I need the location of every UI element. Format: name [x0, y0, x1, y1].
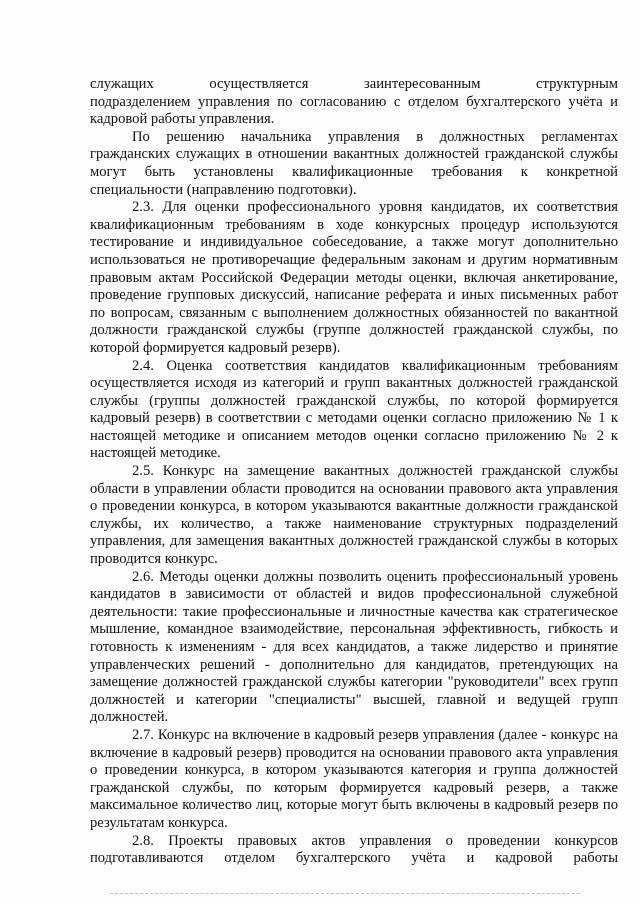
paragraph-2-5: 2.5. Конкурс на замещение вакантных должностей гражданской службы области в управлении области проводится на основании правового акта управления о проведении конкурса, в котором указываются вакантные должности гражданской службы, их количество, а также наименование структурных подразделений управления, для замещения вакантных должностей гражданской службы в которых проводится конкурс. — [90, 463, 618, 568]
paragraph-2-6: 2.6. Методы оценки должны позволить оценить профессиональный уровень кандидатов в зависимости от областей и видов профессиональной служебной деятельности: такие профессиональные и личностные качества как стратегическое мышление, командное взаимодействие, персональная эффективность, гибкость и готовность к изменениям - для всех кандидатов, а также лидерство и принятие управленческих решений - дополнительно для кандидатов, претендующих на замещение должностей гражданской службы категории "руководители" всех групп должностей и категории "специалисты" высшей, главной и ведущей групп должностей. — [90, 568, 618, 726]
paragraph-2-8 — [90, 833, 618, 868]
page-bottom-rule — [110, 893, 580, 894]
paragraph-2-3: 2.3. Для оценки профессионального уровня кандидатов, их соответствия квалификационным требованиям в ходе конкурсных процедур используются тестирование и индивидуальное собеседование, а также могут дополнительно использоваться не противоречащие федеральным законам и другим нормативным правовым актам Российской Федерации методы оценки, включая анкетирование, проведение групповых дискуссий, написание реферата и иных письменных работ по вопросам, связанным с выполнением должностных обязанностей по вакантной должности гражданской службы (группе должностей гражданской службы, по которой формируется кадровый резерв). — [90, 199, 618, 356]
paragraph-2-8-first-line: 2.8. Проекты правовых актов управления о проведении конкурсов — [132, 832, 618, 849]
paragraph-continuation-text: подразделением управления по согласованию с отделом бухгалтерского учёта и кадровой работы управления. — [90, 93, 618, 128]
paragraph-continuation — [90, 76, 618, 129]
paragraph-2-8-last-line: подготавливаются отделом бухгалтерского учёта и кадровой работы — [90, 850, 618, 867]
paragraph-continuation-first-line: служащих осуществляется заинтересованным структурным — [90, 76, 618, 92]
paragraph-2-7: 2.7. Конкурс на включение в кадровый резерв управления (далее - конкурс на включение в кадровый резерв) проводится на основании правового акта управления о проведении конкурса, в котором указываются категория и группа должностей гражданской службы, по которым формируется кадровый резерв, а также максимальное количество лиц, которые могут быть включены в кадровый резерв по результатам конкурса. — [90, 726, 618, 831]
paragraph-2-4: 2.4. Оценка соответствия кандидатов квалификационным требованиям осуществляется исходя из категорий и групп вакантных должностей гражданской службы (группы должностей гражданской службы, по которой формируется кадровый резерв) в соответствии с методами оценки согласно приложению № 1 к настоящей методике и описанием методов оценки согласно приложению № 2 к настоящей методике. — [90, 357, 618, 462]
document-body — [90, 76, 618, 868]
paragraph-qualification-requirements: По решению начальника управления в должностных регламентах гражданских служащих в отношении вакантных должностей гражданской службы могут быть установлены квалификационные требования к конкретной специальности (направлению подготовки). — [90, 128, 618, 198]
